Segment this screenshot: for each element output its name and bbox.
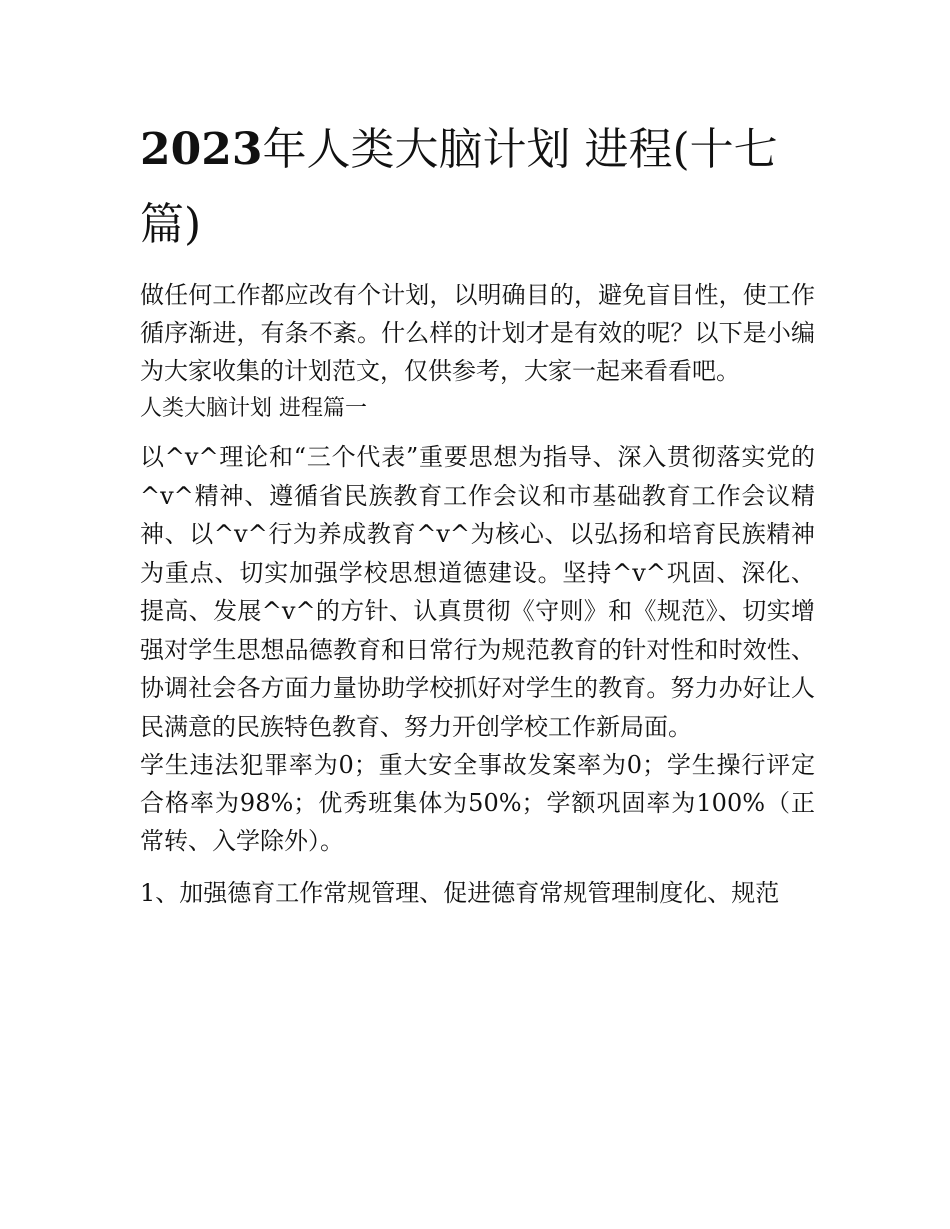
- title-text: 年人类大脑计划 进程(十七篇): [140, 124, 778, 250]
- title-year: 2023: [140, 124, 263, 175]
- spacer: [140, 428, 815, 438]
- spacer: [140, 860, 815, 874]
- intro-paragraph: 做任何工作都应改有个计划，以明确目的，避免盲目性，使工作循序渐进，有条不紊。什么样的计划才是有效的呢？以下是小编为大家收集的计划范文，仅供参考，大家一起来看看吧。: [140, 281, 815, 385]
- document-title: [140, 112, 815, 262]
- document-page: [140, 112, 815, 912]
- body-paragraph-1: 以^v^理论和“三个代表”重要思想为指导、深入贯彻落实党的^v^精神、遵循省民族教育工作会议和市基础教育工作会议精神、以^v^行为养成教育^v^为核心、以弘扬和培育民族精神为重点、切实加强学校思想道德建设。坚持^v^巩固、深化、提高、发展^v^的方针、认真贯彻《守则》和《规范》、切实增强对学生思想品德教育和日常行为规范教育的针对性和时效性、协调社会各方面力量协助学校抓好对学生的教育。努力办好让人民满意的民族特色教育、努力开创学校工作新局面。: [140, 443, 815, 741]
- body-paragraph-3: 1、加强德育工作常规管理、促进德育常规管理制度化、规范: [140, 879, 780, 907]
- body-paragraph-2: 学生违法犯罪率为0；重大安全事故发案率为0；学生操行评定合格率为98%；优秀班集体为50%；学额巩固率为100%（正常转、入学除外）。: [140, 751, 815, 855]
- section-heading: 人类大脑计划 进程篇一: [140, 396, 367, 421]
